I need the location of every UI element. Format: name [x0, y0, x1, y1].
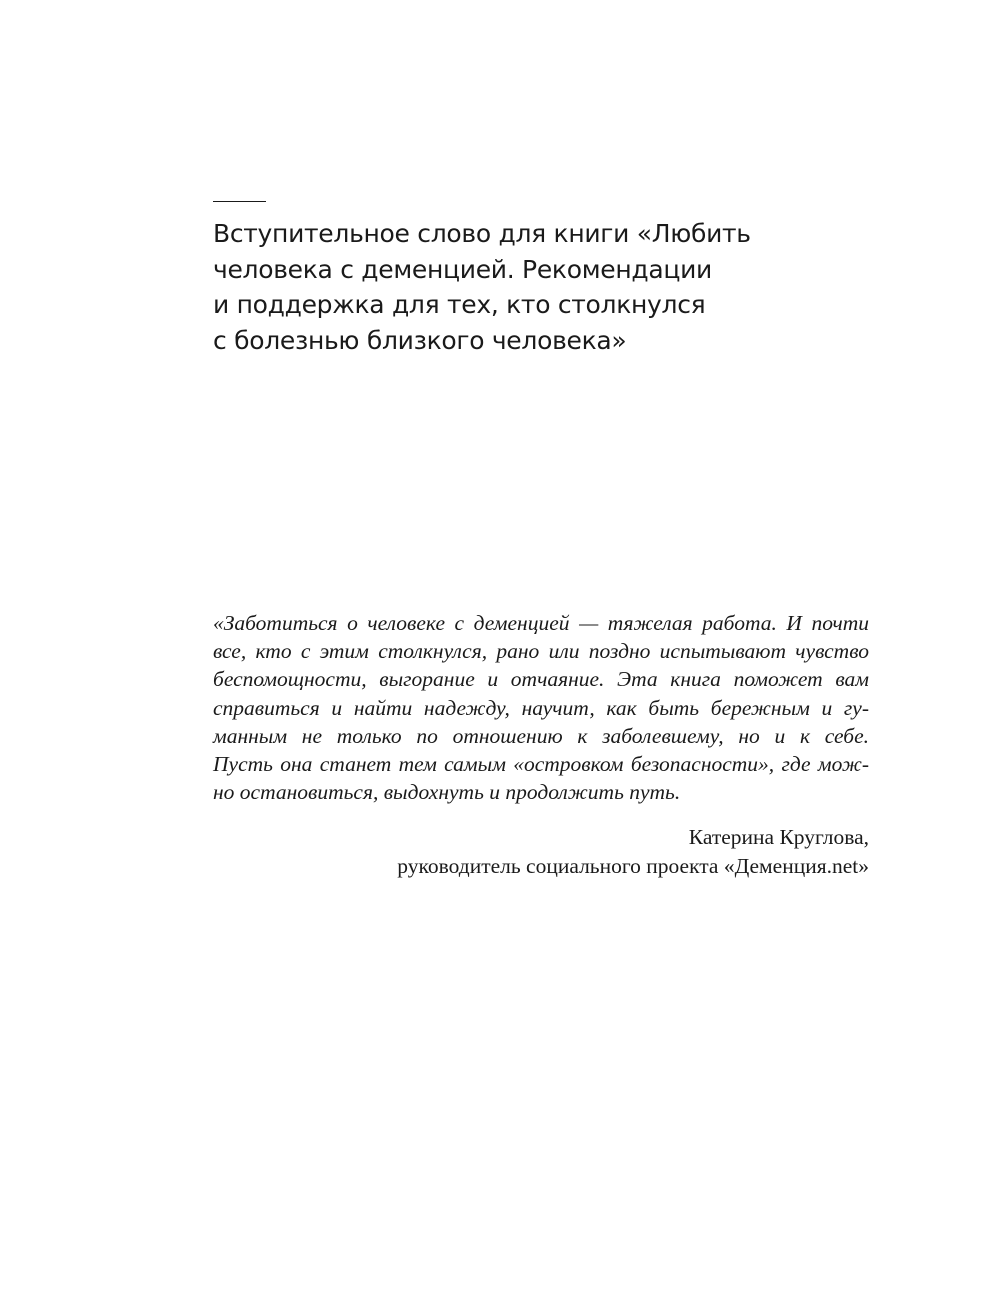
quote-line: беспомощности, выгорание и отчаяние. Эта книга поможет вам [213, 667, 869, 692]
title-line: Вступительное слово для книги «Любить [213, 219, 751, 248]
page-title [213, 216, 853, 358]
quote-line: все, кто с этим столкнулся, рано или поздно испытывают чувство [213, 639, 869, 664]
quote-attribution [397, 823, 869, 881]
heading-rule [213, 201, 266, 202]
attribution-author: Катерина Круглова, [688, 825, 869, 849]
title-line: и поддержка для тех, кто столкнулся [213, 290, 706, 319]
title-line: человека с деменцией. Рекомендации [213, 254, 712, 284]
quote-line: Пусть она станет тем самым «островком безопасности», где мож- [213, 752, 869, 777]
epigraph-quote [213, 609, 869, 806]
attribution-role: руководитель социального проекта «Деменция.net» [397, 854, 869, 878]
quote-line: «Заботиться о человеке с деменцией — тяжелая работа. И почти [213, 611, 869, 635]
quote-line: но остановиться, выдохнуть и продолжить путь. [213, 780, 681, 805]
quote-line: справиться и найти надежду, научит, как быть бережным и гу- [213, 695, 869, 720]
title-line: с болезнью близкого человека» [213, 325, 627, 355]
quote-line: манным не только по отношению к заболевшему, но и к себе. [213, 723, 869, 748]
